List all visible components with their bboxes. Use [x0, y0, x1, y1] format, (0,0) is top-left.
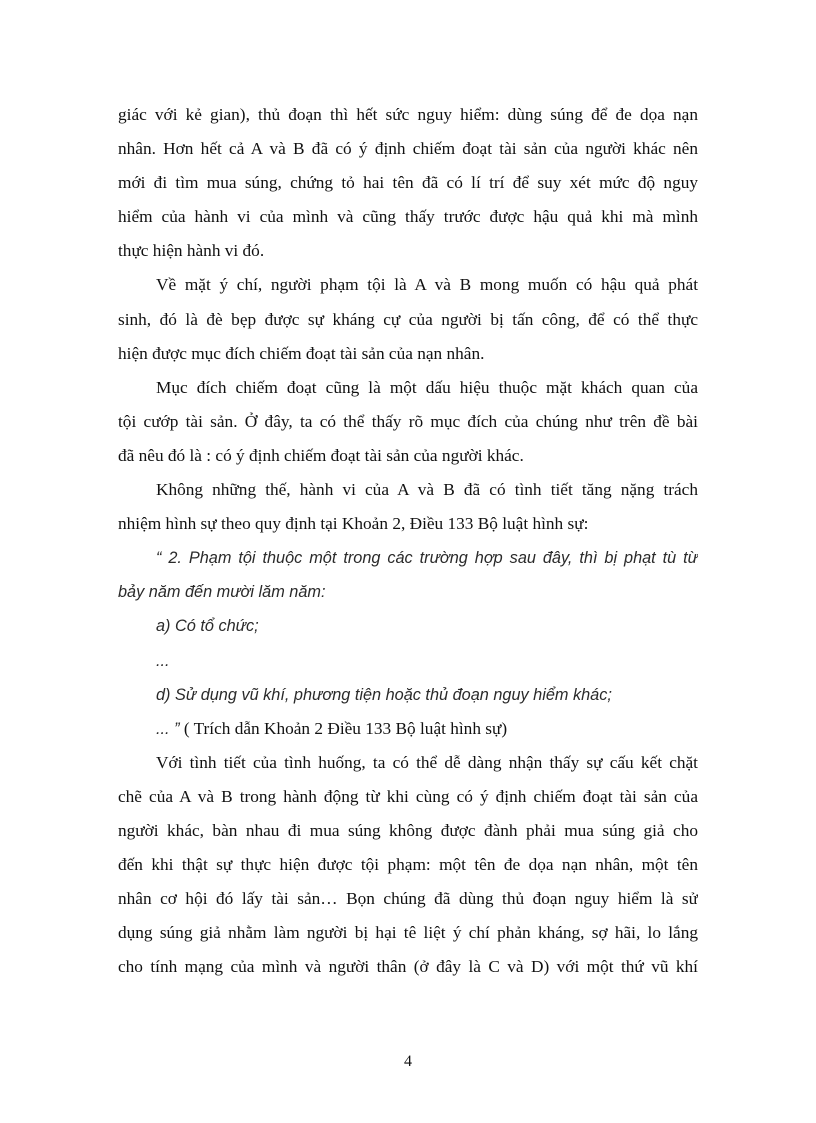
quote-item: d) Sử dụng vũ khí, phương tiện hoặc thủ đoạn nguy hiểm khác;	[156, 685, 612, 704]
page-number: 4	[404, 1053, 412, 1070]
text-line: đến khi thật sự thực hiện được tội phạm: một tên đe dọa nạn nhân, một tên	[118, 855, 698, 875]
text-line: mới đi tìm mua súng, chứng tỏ hai tên đã có lí trí để suy xét mức độ nguy	[118, 173, 698, 193]
text-line: hiện được mục đích chiếm đoạt tài sản của nạn nhân.	[118, 343, 485, 363]
paragraph-first-line: Không những thế, hành vi của A và B đã có tình tiết tăng nặng trách	[156, 480, 698, 500]
text-line: cho tính mạng của mình và người thân (ở đây là C và D) với một thứ vũ khí	[118, 957, 698, 977]
quote-end-line	[118, 712, 698, 746]
text-line: nhân. Hơn hết cả A và B đã có ý định chiếm đoạt tài sản của người khác nên	[118, 139, 698, 159]
text-line: dụng súng giả nhằm làm người bị hại tê liệt ý chí phản kháng, sợ hãi, lo lắng	[118, 923, 698, 943]
text-line: người khác, bàn nhau đi mua súng không được đành phải mua súng giả cho	[118, 820, 698, 840]
text-line: sinh, đó là đè bẹp được sự kháng cự của người bị tấn công, để có thể thực	[118, 309, 698, 329]
quote-ellipsis: ...	[156, 651, 170, 670]
text-line: giác với kẻ gian), thủ đoạn thì hết sức nguy hiểm: dùng súng để đe dọa nạn	[118, 105, 698, 124]
quote-ellipsis: ... ”	[156, 719, 180, 738]
text-line: chẽ của A và B trong hành động từ khi cùng có ý định chiếm đoạt tài sản của	[118, 786, 698, 806]
text-line: tội cướp tài sản. Ở đây, ta có thể thấy rõ mục đích của chúng như trên đề bài	[118, 411, 698, 431]
quote-item: a) Có tổ chức;	[156, 617, 259, 636]
citation: ( Trích dẫn Khoản 2 Điều 133 Bộ luật hình sự)	[179, 718, 508, 738]
paragraph-first-line: Mục đích chiếm đoạt cũng là một dấu hiệu thuộc mặt khách quan của	[156, 377, 698, 397]
text-line: nhân cơ hội đó lấy tài sản… Bọn chúng đã dùng thủ đoạn nguy hiểm là sử	[118, 889, 698, 909]
quote-line: “ 2. Phạm tội thuộc một trong các trường hợp sau đây, thì bị phạt tù từ	[156, 549, 698, 568]
quote-line: bảy năm đến mười lăm năm:	[118, 583, 326, 602]
paragraph-first-line: Về mặt ý chí, người phạm tội là A và B mong muốn có hậu quả phát	[156, 275, 698, 295]
text-line: đã nêu đó là : có ý định chiếm đoạt tài sản của người khác.	[118, 445, 524, 465]
body-text	[118, 98, 698, 984]
text-line: thực hiện hành vi đó.	[118, 241, 265, 261]
text-line: hiểm của hành vi của mình và cũng thấy trước được hậu quả khi mà mình	[118, 207, 698, 227]
paragraph-first-line: Với tình tiết của tình huống, ta có thể dễ dàng nhận thấy sự cấu kết chặt	[156, 752, 698, 772]
text-line: nhiệm hình sự theo quy định tại Khoản 2, Điều 133 Bộ luật hình sự:	[118, 514, 589, 534]
